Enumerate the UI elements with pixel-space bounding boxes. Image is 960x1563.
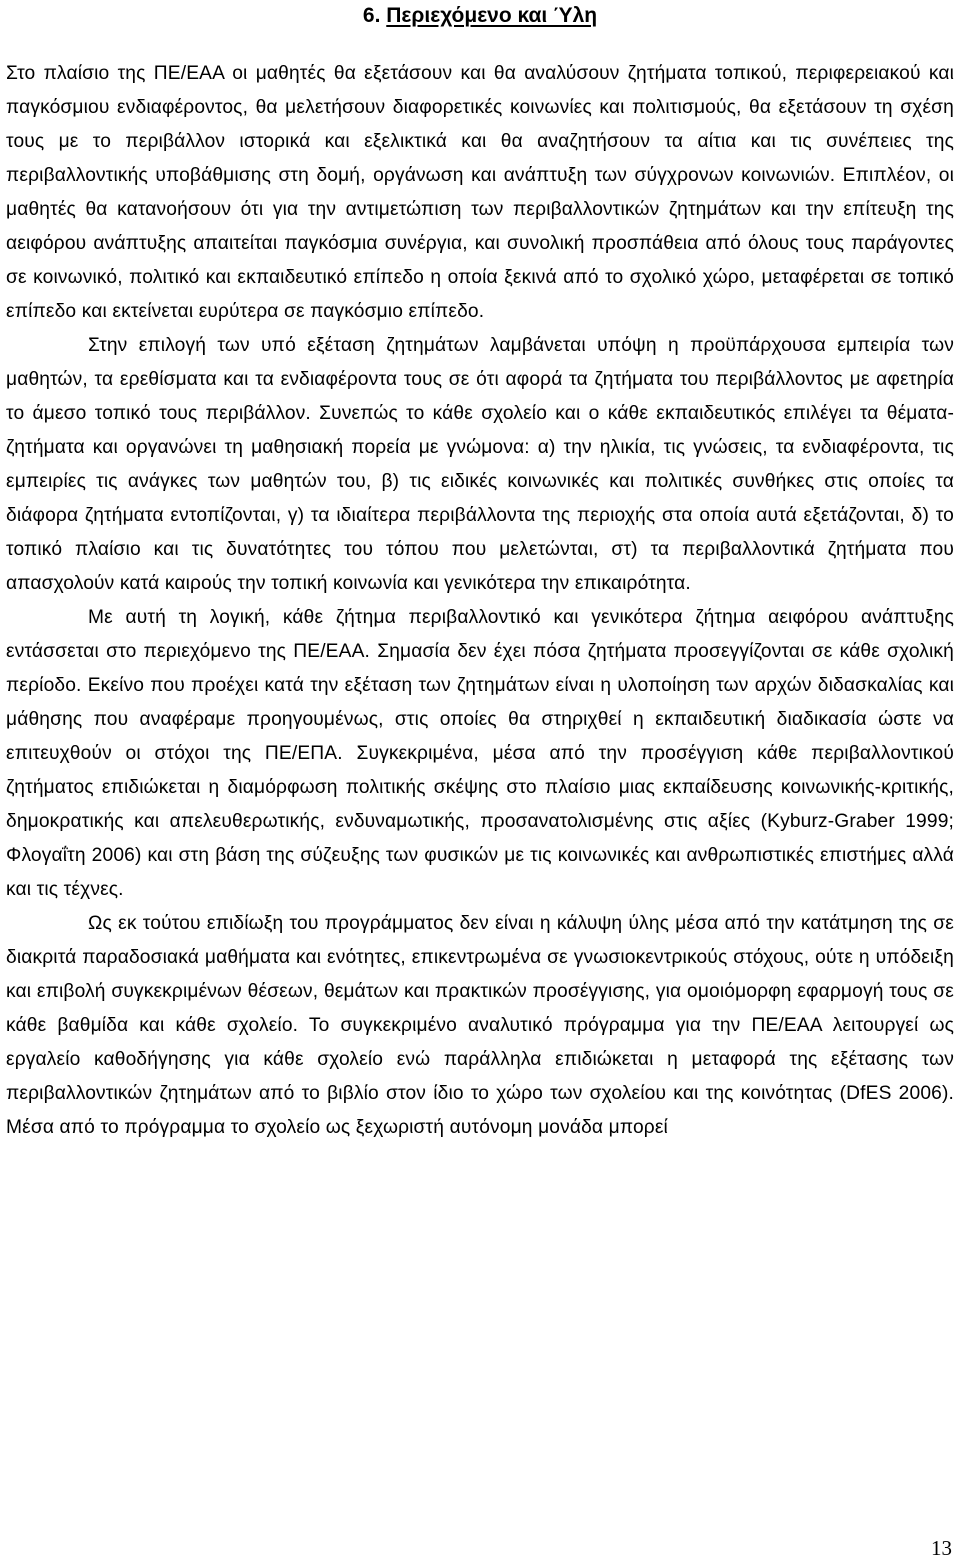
section-heading <box>0 2 960 30</box>
paragraph-4: Ως εκ τούτου επιδίωξη του προγράμματος δεν είναι η κάλυψη ύλης μέσα από την κατάτμηση της σε διακριτά παραδοσιακά μαθήματα και ενότητες, επικεντρωμένα σε γνωσιοκεντρικούς στόχους, ούτε η υπόδειξη και επιβολή συγκεκριμένων θέσεων, θεμάτων και πρακτικών προσέγγισης, για ομοιόμορφη εφαρμογή τους σε κάθε βαθμίδα και κάθε σχολείο. Το συγκεκριμένο αναλυτικό πρόγραμμα για την ΠΕ/ΕΑΑ λειτουργεί ως εργαλείο καθοδήγησης για κάθε σχολείο ενώ παράλληλα επιδιώκεται η μεταφορά της εξέτασης των περιβαλλοντικών ζητημάτων από το βιβλίο στον ίδιο το χώρο των σχολείου και της κοινότητας (DfES 2006). Μέσα από το πρόγραμμα το σχολείο ως ξεχωριστή αυτόνομη μονάδα μπορεί <box>6 913 954 1138</box>
paragraph-1: Στο πλαίσιο της ΠΕ/ΕΑΑ οι μαθητές θα εξετάσουν και θα αναλύσουν ζητήματα τοπικού, περιφερειακού και παγκόσμιου ενδιαφέροντος, θα μελετήσουν διαφορετικές κοινωνίες και πολιτισμούς, θα εξετάσουν τη σχέση τους με το περιβάλλον ιστορικά και εξελικτικά και θα αναζητήσουν τα αίτια και τις συνέπειες της περιβαλλοντικής υποβάθμισης στη δομή, οργάνωση και ανάπτυξη των σύγχρονων κοινωνιών. Επιπλέον, οι μαθητές θα κατανοήσουν ότι για την αντιμετώπιση των περιβαλλοντικών ζητημάτων και την επίτευξη της αειφόρου ανάπτυξης απαιτείται παγκόσμια συνέργια, και συνολική προσπάθεια από όλους τους παράγοντες σε κοινωνικό, πολιτικό και εκπαιδευτικό επίπεδο η οποία ξεκινά από το σχολικό χώρο, μεταφέρεται σε τοπικό επίπεδο και εκτείνεται ευρύτερα σε παγκόσμιο επίπεδο. <box>6 63 954 322</box>
section-number: 6. <box>362 4 381 27</box>
paragraph-3: Με αυτή τη λογική, κάθε ζήτημα περιβαλλοντικό και γενικότερα ζήτημα αειφόρου ανάπτυξης εντάσσεται στο περιεχόμενο της ΠΕ/ΕΑΑ. Σημασία δεν έχει πόσα ζητήματα προσεγγίζονται σε κάθε σχολική περίοδο. Εκείνο που προέχει κατά την εξέταση των ζητημάτων είναι η υλοποίηση των αρχών διδασκαλίας και μάθησης που αναφέραμε προηγουμένως, στις οποίες θα στηριχθεί η εκπαιδευτική διαδικασία ώστε να επιτευχθούν οι στόχοι της ΠΕ/ΕΠΑ. Συγκεκριμένα, μέσα από την προσέγγιση κάθε περιβαλλοντικού ζητήματος επιδιώκεται η διαμόρφωση πολιτικής σκέψης στο πλαίσιο μιας εκπαίδευσης κοινωνικής-κριτικής, δημοκρατικής και απελευθερωτικής, ενδυναμωτικής, προσανατολισμένης στις αξίες (Kyburz-Graber 1999; Φλογαΐτη 2006) και στη βάση της σύζευξης των φυσικών με τις κοινωνικές και ανθρωπιστικές επιστήμες αλλά και τις τέχνες. <box>6 607 954 900</box>
body-text <box>6 57 954 1145</box>
section-title: Περιεχόμενο και Ύλη <box>386 4 598 27</box>
paragraph-2: Στην επιλογή των υπό εξέταση ζητημάτων λαμβάνεται υπόψη η προϋπάρχουσα εμπειρία των μαθητών, τα ερεθίσματα και τα ενδιαφέροντα τους σε ότι αφορά τα ζητήματα του περιβάλλοντος με αφετηρία το άμεσο τοπικό τους περιβάλλον. Συνεπώς το κάθε σχολείο και ο κάθε εκπαιδευτικός επιλέγει τα θέματα-ζητήματα και οργανώνει τη μαθησιακή πορεία με γνώμονα: α) την ηλικία, τις γνώσεις, τα ενδιαφέροντα, τις εμπειρίες τις ανάγκες των μαθητών του, β) τις ειδικές κοινωνικές και πολιτικές συνθήκες στις οποίες τα διάφορα ζητήματα εντοπίζονται, γ) τα ιδιαίτερα περιβάλλοντα της περιοχής στα οποία αυτά εξετάζονται, δ) το τοπικό πλαίσιο και τις δυνατότητες του τόπου που μελετώνται, στ) τα περιβαλλοντικά ζητήματα που απασχολούν κατά καιρούς την τοπική κοινωνία και γενικότερα την επικαιρότητα. <box>6 335 954 594</box>
page-number: 13 <box>931 1536 952 1560</box>
